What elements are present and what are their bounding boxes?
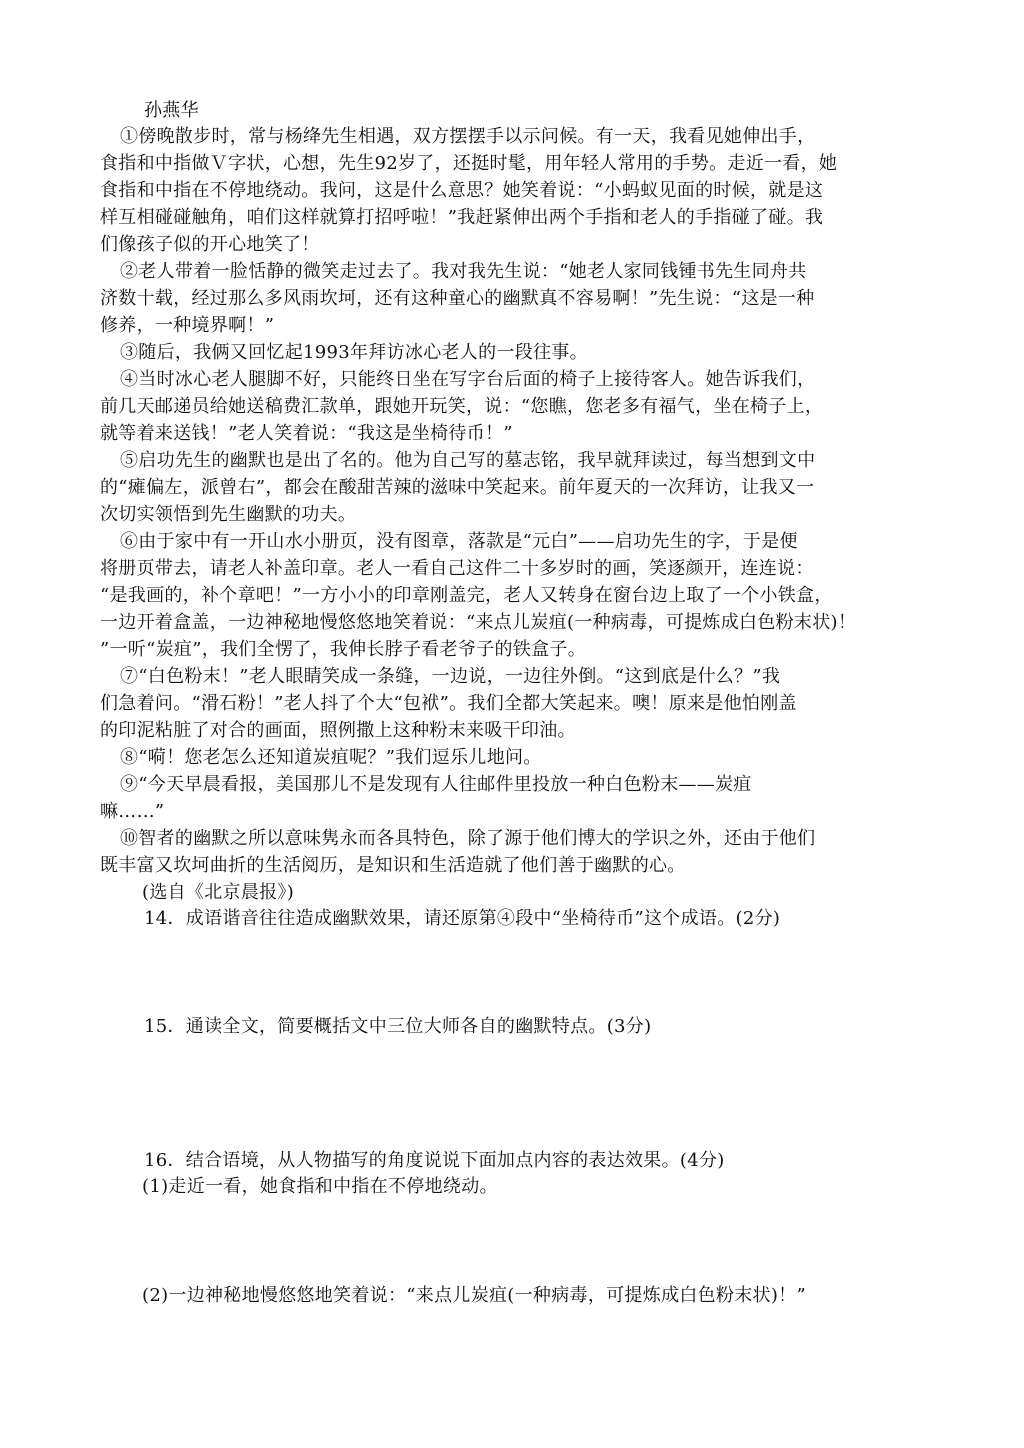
para-9-line-2: 嘛……” — [100, 801, 165, 822]
para-4-line-1: ④当时冰心老人腿脚不好，只能终日坐在写字台后面的椅子上接待客人。她告诉我们， — [120, 369, 816, 390]
question-14: 14．成语谐音往往造成幽默效果，请还原第④段中“坐椅待币”这个成语。(2分) — [144, 908, 781, 929]
source-note: (选自《北京晨报》) — [142, 882, 295, 903]
para-7-line-1: ⑦“白色粉末！”老人眼睛笑成一条缝，一边说，一边往外倒。“这到底是什么？”我 — [120, 666, 781, 687]
question-16-item-2: (2)一边神秘地慢悠悠地笑着说：“来点儿炭疽(一种病毒，可提炼成白色粉末状)！” — [142, 1285, 806, 1306]
para-1-line-1: ①傍晚散步时，常与杨绛先生相遇，双方摆摆手以示问候。有一天，我看见她伸出手， — [120, 126, 816, 147]
para-6-line-5: ”一听“炭疽”，我们全愣了，我伸长脖子看老爷子的铁盒子。 — [100, 639, 587, 660]
para-1-line-4: 样互相碰碰触角，咱们这样就算打招呼啦！”我赶紧伸出两个手指和老人的手指碰了碰。我 — [100, 207, 824, 228]
para-2-line-2: 济数十载，经过那么多风雨坎坷，还有这种童心的幽默真不容易啊！”先生说：“这是一种 — [100, 288, 815, 309]
para-7-line-2: 们急着问。“滑石粉！”老人抖了个大“包袱”。我们全都大笑起来。噢！原来是他怕刚盖 — [100, 693, 797, 714]
para-1-line-2: 食指和中指做Ｖ字状，心想，先生92岁了，还挺时髦，用年轻人常用的手势。走近一看，她 — [100, 153, 838, 174]
para-2-line-1: ②老人带着一脸恬静的微笑走过去了。我对我先生说：“她老人家同钱锺书先生同舟共 — [120, 261, 807, 282]
para-7-line-3: 的印泥粘脏了对合的画面，照例撒上这种粉末来吸干印油。 — [100, 720, 576, 741]
para-6-line-3: “是我画的，补个章吧！”一方小小的印章刚盖完，老人又转身在窗台边上取了一个小铁盒， — [100, 585, 833, 606]
para-10-line-2: 既丰富又坎坷曲折的生活阅历，是知识和生活造就了他们善于幽默的心。 — [100, 855, 686, 876]
para-6-line-4: 一边开着盒盖，一边神秘地慢悠悠地笑着说：“来点儿炭疽(一种病毒，可提炼成白色粉末状)！ — [100, 612, 857, 633]
para-6-line-2: 将册页带去，请老人补盖印章。老人一看自己这件二十多岁时的画，笑逐颜开，连连说： — [100, 558, 814, 579]
para-6-line-1: ⑥由于家中有一开山水小册页，没有图章，落款是“元白”——启功先生的字，于是便 — [120, 531, 798, 552]
para-3-line-1: ③随后，我俩又回忆起1993年拜访冰心老人的一段往事。 — [120, 342, 588, 363]
para-2-line-3: 修养，一种境界啊！” — [100, 315, 275, 336]
para-5-line-3: 次切实领悟到先生幽默的功夫。 — [100, 504, 357, 525]
para-5-line-2: 的“瘫偏左，派曾右”，都会在酸甜苦辣的滋味中笑起来。前年夏天的一次拜访，让我又一 — [100, 477, 815, 498]
para-5-line-1: ⑤启功先生的幽默也是出了名的。他为自己写的墓志铭，我早就拜读过，每当想到文中 — [120, 450, 816, 471]
para-1-line-5: 们像孩子似的开心地笑了！ — [100, 234, 320, 255]
para-10-line-1: ⑩智者的幽默之所以意味隽永而各具特色，除了源于他们博大的学识之外，还由于他们 — [120, 828, 816, 849]
question-16-item-1: (1)走近一看，她食指和中指在不停地绕动。 — [142, 1176, 498, 1197]
question-15: 15．通读全文，简要概括文中三位大师各自的幽默特点。(3分) — [144, 1016, 652, 1037]
author-name: 孙燕华 — [144, 100, 199, 121]
para-4-line-3: 就等着来送钱！”老人笑着说：“我这是坐椅待币！” — [100, 423, 513, 444]
para-9-line-1: ⑨“今天早晨看报，美国那儿不是发现有人往邮件里投放一种白色粉末——炭疽 — [120, 774, 752, 795]
para-4-line-2: 前几天邮递员给她送稿费汇款单，跟她开玩笑，说：“您瞧，您老多有福气，坐在椅子上， — [100, 396, 824, 417]
question-16: 16．结合语境，从人物描写的角度说说下面加点内容的表达效果。(4分) — [144, 1150, 725, 1171]
para-8-line-1: ⑧“嗬！您老怎么还知道炭疽呢？”我们逗乐儿地问。 — [120, 747, 542, 768]
para-1-line-3: 食指和中指在不停地绕动。我问，这是什么意思？她笑着说：“小蚂蚁见面的时候，就是这 — [100, 180, 824, 201]
